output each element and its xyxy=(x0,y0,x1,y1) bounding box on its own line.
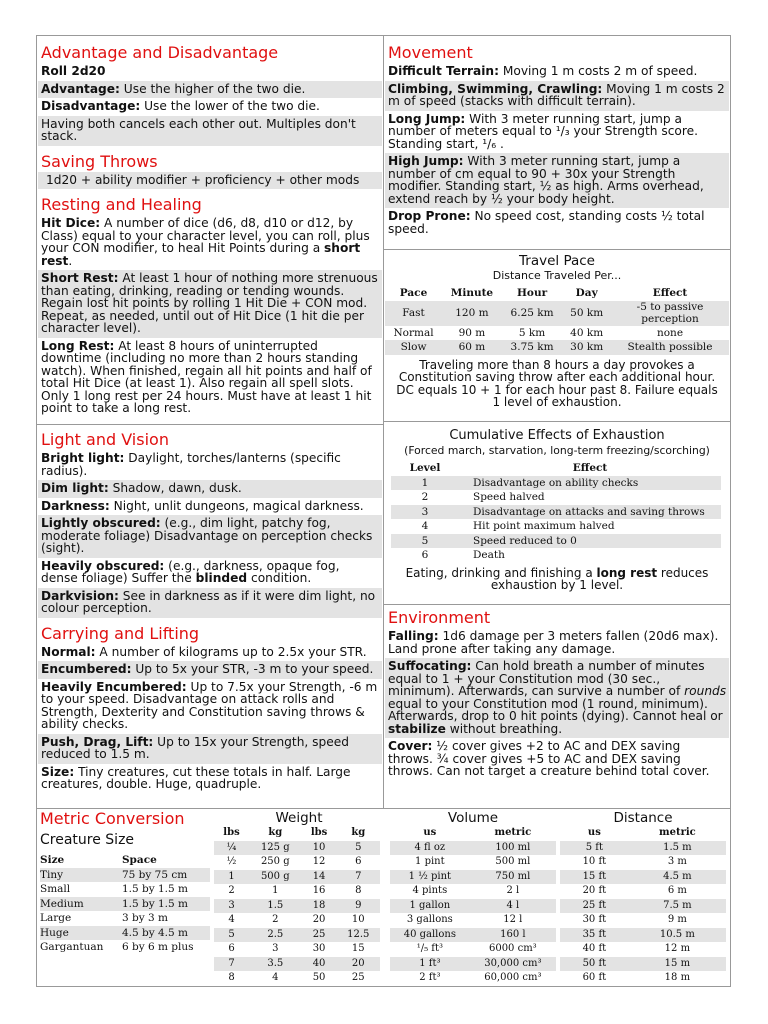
table-row: 25 ft 7.5 m xyxy=(560,899,726,914)
table-row: Huge 4.5 by 4.5 m xyxy=(40,926,210,941)
weight-table xyxy=(214,826,380,986)
table-row: Slow 60 m 3.75 km 30 km Stealth possible xyxy=(385,340,729,355)
size-item: Size: Tiny creatures, cut these totals in half. Large creatures, double. Huge, quadruple. xyxy=(41,764,351,791)
table-row: 30 ft 9 m xyxy=(582,914,687,925)
table-row: 1 pint 500 ml xyxy=(415,856,531,867)
advantage-subtitle: Roll 2d20 xyxy=(41,64,106,78)
advantage-heading: Advantage and Disadvantage xyxy=(41,43,279,62)
table-row: 7 3.5 40 20 xyxy=(214,957,380,972)
table-row: 40 gallons 160 l xyxy=(390,928,556,943)
weight-header: kg xyxy=(351,827,366,838)
cancel-item: Having both cancels each other out. Multiples don't stack. xyxy=(38,116,382,146)
divider-exhaustion xyxy=(384,421,730,422)
distance-table xyxy=(560,826,726,986)
falling-item: Falling: 1d6 damage per 3 meters fallen (20d6 max). Land prone after taking any damage. xyxy=(388,629,719,656)
resting-heading: Resting and Healing xyxy=(41,195,202,214)
table-row: Gargantuan 6 by 6 m plus xyxy=(40,941,194,953)
table-row: 1 gallon 4 l xyxy=(390,899,556,914)
distance-header: metric xyxy=(659,827,696,838)
creature-size-table xyxy=(40,853,210,955)
long-rest-item: Long Rest: At least 8 hours of uninterrupted downtime (including no more than 2 hours standing watch). When finished, regain all hit points and half of total Hit Dice (at least 1). Also regain all spell slots. Only 1 long rest per 24 hours. Must have at least 1 hit point to take a long rest. xyxy=(41,338,372,415)
exhaustion-header: Level xyxy=(409,462,441,474)
travel-header: Day xyxy=(575,287,598,299)
table-row: Tiny 75 by 75 cm xyxy=(40,868,210,883)
travel-note: Traveling more than 8 hours a day provokes a Constitution saving throw after each additional hour. DC equals 10 + 1 for each hour past 8. Failure equals 1 level of exhaustion. xyxy=(396,357,718,409)
table-row: Medium 1.5 by 1.5 m xyxy=(40,897,210,912)
column-divider xyxy=(383,36,384,808)
table-row: 1 ½ pint 750 ml xyxy=(390,870,556,885)
travel-subtitle: Distance Traveled Per... xyxy=(492,269,622,282)
table-row: Fast 120 m 6.25 km 50 km -5 to passive perception xyxy=(385,301,729,326)
disadvantage-item: Disadvantage: Use the lower of the two die. xyxy=(41,99,320,113)
light-heading: Light and Vision xyxy=(41,430,169,449)
bright-light-item: Bright light: Daylight, torches/lanterns (specific radius). xyxy=(41,451,341,478)
table-row: Large 3 by 3 m xyxy=(40,912,168,924)
table-row: 15 ft 4.5 m xyxy=(560,870,726,885)
table-row: 3 gallons 12 l xyxy=(406,914,523,925)
table-row: ½ 250 g 12 6 xyxy=(226,856,362,867)
weight-section xyxy=(214,810,384,986)
hit-dice-item: Hit Dice: A number of dice (d6, d8, d10 or d12, by Class) equal to your character level, you can roll, plus your CON modifier, to heal Hit Points during a short rest. xyxy=(41,216,370,268)
encumbered-item: Encumbered: Up to 5x your STR, -3 m to your speed. xyxy=(38,661,382,679)
table-row: 2 Speed halved xyxy=(421,491,545,503)
climbing-item: Climbing, Swimming, Crawling: Moving 1 m costs 2 m of speed (stacks with difficult terrain). xyxy=(385,81,729,111)
dim-light-item: Dim light: Shadow, dawn, dusk. xyxy=(38,480,382,498)
table-row: 6 3 30 15 xyxy=(228,943,365,954)
weight-header: kg xyxy=(268,827,283,838)
saving-heading: Saving Throws xyxy=(41,151,158,171)
table-row: 4 2 20 10 xyxy=(228,914,365,925)
volume-header: us xyxy=(423,827,437,838)
table-row: 60 ft 18 m xyxy=(582,972,691,983)
darkness-item: Darkness: Night, unlit dungeons, magical darkness. xyxy=(41,498,364,513)
exhaustion-title: Cumulative Effects of Exhaustion xyxy=(449,428,665,443)
push-drag-lift-item: Push, Drag, Lift: Up to 15x your Strength, speed reduced to 1.5 m. xyxy=(38,734,382,764)
distance-title: Distance xyxy=(613,810,673,826)
metric-section xyxy=(40,810,210,955)
long-jump-item: Long Jump: With 3 meter running start, jump a number of meters equal to ¹/₃ your Strength score. Standing start, ¹/₆ . xyxy=(388,111,698,151)
volume-header: metric xyxy=(494,827,532,838)
suffocating-item: Suffocating: Can hold breath a number of minutes equal to 1 + your Constitution mod (30 sec., minimum). Afterwards, can survive a number of rounds equal to your Constitution mod (1 round, minimum). Afterwards, drop to 0 hit points (dying). Cannot heal or stabilize without breathing. xyxy=(385,658,729,738)
table-row: 1 500 g 14 7 xyxy=(214,870,380,885)
divider-light xyxy=(37,424,383,425)
advantage-section xyxy=(38,43,382,418)
table-row: 5 ft 1.5 m xyxy=(560,841,726,856)
volume-section xyxy=(390,810,556,986)
table-row: 5 Speed reduced to 0 xyxy=(391,534,721,549)
table-row: 5 2.5 25 12.5 xyxy=(214,928,380,943)
table-row: 1 Disadvantage on ability checks xyxy=(391,476,721,491)
travel-pace-section xyxy=(385,253,729,409)
table-row: 4 pints 2 l xyxy=(412,885,520,896)
table-row: 10 ft 3 m xyxy=(582,856,687,867)
movement-section xyxy=(385,43,729,238)
environment-section xyxy=(385,608,729,781)
travel-table xyxy=(385,286,729,355)
distance-header: us xyxy=(587,827,601,838)
divider-travel xyxy=(384,249,730,250)
table-row: 3 1.5 18 9 xyxy=(214,899,380,914)
weight-title: Weight xyxy=(275,810,323,826)
table-row: ¹/₅ ft³ 6000 cm³ xyxy=(416,943,537,954)
high-jump-item: High Jump: With 3 meter running start, jump a number of cm equal to 90 + 30x your Strength modifier. Standing start, ½ as high. Arms overhead, extend reach by ½ your body height. xyxy=(385,153,729,208)
exhaustion-subtitle: (Forced march, starvation, long-term freezing/scorching) xyxy=(404,444,710,457)
exhaustion-table xyxy=(391,461,721,563)
travel-header: Pace xyxy=(399,287,428,299)
divider-environment xyxy=(384,604,730,605)
short-rest-item: Short Rest: At least 1 hour of nothing more strenuous than eating, drinking, reading or tending wounds. Regain lost hit points by rolling 1 Hit Die + CON mod. Repeat, as needed, until out of Hit Dice (1 hit die per character level). xyxy=(38,270,382,338)
light-section xyxy=(38,430,382,794)
volume-table xyxy=(390,826,556,986)
darkvision-item: Darkvision: See in darkness as if it were dim light, no colour perception. xyxy=(38,588,382,618)
table-row: 50 ft 15 m xyxy=(560,957,726,972)
exhaustion-section xyxy=(385,428,729,592)
table-row: 3 Disadvantage on attacks and saving throws xyxy=(391,505,721,520)
movement-heading: Movement xyxy=(388,43,473,62)
table-row: 4 fl oz 100 ml xyxy=(390,841,556,856)
table-row: 4 Hit point maximum halved xyxy=(421,520,615,532)
table-row: 2 1 16 8 xyxy=(228,885,362,896)
table-row: 6 Death xyxy=(421,549,505,561)
drop-prone-item: Drop Prone: No speed cost, standing costs ½ total speed. xyxy=(388,209,705,236)
travel-header: Hour xyxy=(517,287,548,299)
environment-heading: Environment xyxy=(388,608,491,627)
exhaustion-note: Eating, drinking and finishing a long rest reduces exhaustion by 1 level. xyxy=(405,565,709,592)
table-row: 40 ft 12 m xyxy=(582,943,691,954)
heavily-obscured-item: Heavily obscured: (e.g., darkness, opaque fog, dense foliage) Suffer the blinded condition. xyxy=(41,558,340,585)
lightly-obscured-item: Lightly obscured: (e.g., dim light, patchy fog, moderate foliage) Disadvantage on perception checks (sight). xyxy=(38,515,382,558)
advantage-item: Advantage: Use the higher of the two die. xyxy=(38,81,382,99)
travel-header: Effect xyxy=(652,287,688,299)
creature-size-title: Creature Size xyxy=(40,832,135,848)
table-row: 1 ft³ 30,000 cm³ xyxy=(390,957,556,972)
weight-header: lbs xyxy=(223,827,240,838)
travel-title: Travel Pace xyxy=(519,253,595,269)
exhaustion-header: Effect xyxy=(572,462,608,474)
distance-section xyxy=(560,810,726,986)
volume-title: Volume xyxy=(447,810,499,826)
saving-formula: 1d20 + ability modifier + proficiency + other mods xyxy=(38,172,382,190)
carrying-heading: Carrying and Lifting xyxy=(41,623,200,643)
table-row: Small 1.5 by 1.5 m xyxy=(40,883,188,895)
table-row: 2 ft³ 60,000 cm³ xyxy=(419,972,542,983)
table-row: Normal 90 m 5 km 40 km none xyxy=(393,326,684,339)
table-row: ¼ 125 g 10 5 xyxy=(214,841,380,856)
table-row: 20 ft 6 m xyxy=(582,885,687,896)
table-row: 8 4 50 25 xyxy=(228,972,365,983)
creature-header: Size xyxy=(40,854,65,866)
weight-header: lbs xyxy=(310,827,328,838)
metric-heading: Metric Conversion xyxy=(40,809,185,828)
creature-header: Space xyxy=(121,854,157,866)
travel-header: Minute xyxy=(450,287,494,299)
normal-item: Normal: A number of kilograms up to 2.5x your STR. xyxy=(41,644,367,659)
cover-item: Cover: ½ cover gives +2 to AC and DEX saving throws. ¾ cover gives +5 to AC and DEX saving throws. Can not target a creature behind total cover. xyxy=(388,739,710,778)
difficult-terrain-item: Difficult Terrain: Moving 1 m costs 2 m of speed. xyxy=(388,64,698,78)
table-row: 35 ft 10.5 m xyxy=(560,928,726,943)
heavily-encumbered-item: Heavily Encumbered: Up to 7.5x your Strength, -6 m to your speed. Disadvantage on attack rolls and Strength, Dexterity and Constitution saving throws & ability checks. xyxy=(41,679,378,731)
